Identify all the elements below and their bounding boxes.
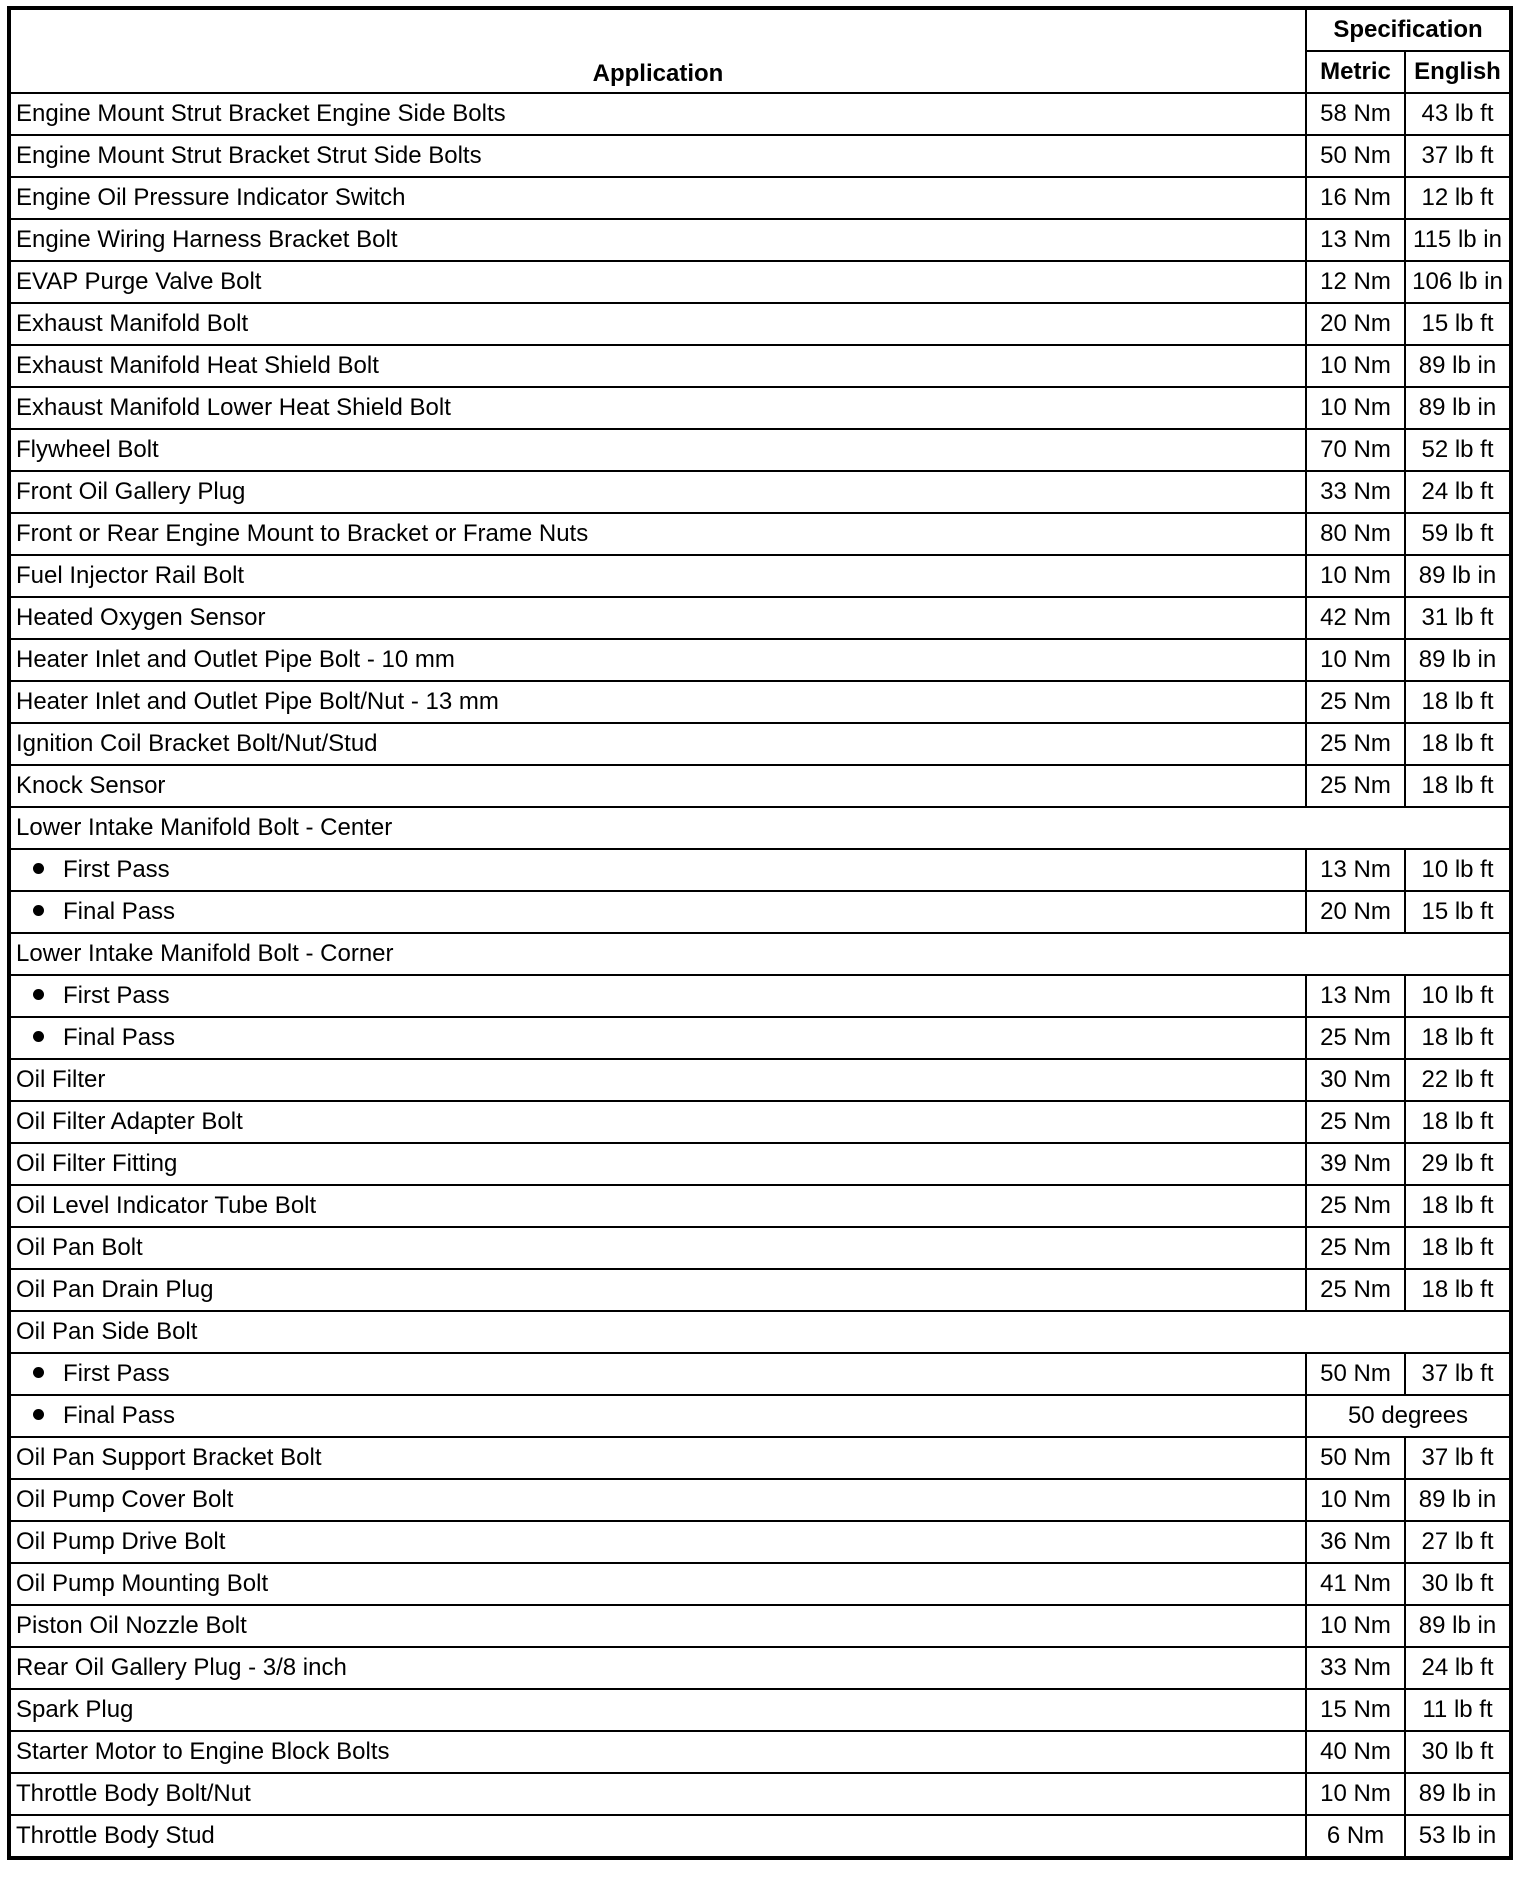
english-cell: 15 lb ft	[1405, 891, 1511, 933]
bullet-icon	[33, 1031, 44, 1042]
application-cell	[9, 1101, 1306, 1143]
combined-spec-cell: 50 degrees	[1306, 1395, 1511, 1437]
application-cell	[9, 1143, 1306, 1185]
table-row	[9, 387, 1511, 429]
table-row	[9, 219, 1511, 261]
metric-cell: 15 Nm	[1306, 1689, 1405, 1731]
bullet-icon	[33, 863, 44, 874]
metric-cell: 33 Nm	[1306, 471, 1405, 513]
application-cell	[9, 177, 1306, 219]
application-label: EVAP Purge Valve Bolt	[16, 268, 262, 295]
application-cell	[9, 1689, 1306, 1731]
english-cell: 43 lb ft	[1405, 93, 1511, 135]
table-row	[9, 1269, 1511, 1311]
table-row	[9, 345, 1511, 387]
metric-cell: 10 Nm	[1306, 639, 1405, 681]
application-label: Ignition Coil Bracket Bolt/Nut/Stud	[16, 730, 378, 757]
application-cell	[9, 219, 1306, 261]
application-cell	[9, 807, 1511, 849]
english-cell: 24 lb ft	[1405, 1647, 1511, 1689]
english-cell: 24 lb ft	[1405, 471, 1511, 513]
english-cell: 12 lb ft	[1405, 177, 1511, 219]
application-label: Oil Pan Drain Plug	[16, 1276, 214, 1303]
application-label: Exhaust Manifold Bolt	[16, 310, 249, 337]
table-group-row	[9, 933, 1511, 975]
english-cell: 30 lb ft	[1405, 1731, 1511, 1773]
application-label: Oil Pan Side Bolt	[16, 1318, 198, 1345]
application-cell	[9, 975, 1306, 1017]
application-cell	[9, 597, 1306, 639]
application-cell	[9, 303, 1306, 345]
english-cell: 29 lb ft	[1405, 1143, 1511, 1185]
table-row	[9, 135, 1511, 177]
metric-cell: 36 Nm	[1306, 1521, 1405, 1563]
table-group-row	[9, 807, 1511, 849]
application-cell	[9, 1353, 1306, 1395]
table-sub-row	[9, 1395, 1511, 1437]
metric-cell: 13 Nm	[1306, 219, 1405, 261]
application-label: Throttle Body Bolt/Nut	[16, 1780, 251, 1807]
application-cell	[9, 1563, 1306, 1605]
metric-cell: 10 Nm	[1306, 1605, 1405, 1647]
table-row	[9, 429, 1511, 471]
torque-specification-table	[7, 6, 1513, 1860]
application-label: Exhaust Manifold Heat Shield Bolt	[16, 352, 379, 379]
english-cell: 89 lb in	[1405, 555, 1511, 597]
application-cell	[9, 723, 1306, 765]
metric-cell: 10 Nm	[1306, 345, 1405, 387]
english-cell: 22 lb ft	[1405, 1059, 1511, 1101]
english-cell: 10 lb ft	[1405, 849, 1511, 891]
table-row	[9, 597, 1511, 639]
metric-cell: 50 Nm	[1306, 135, 1405, 177]
table-row	[9, 555, 1511, 597]
metric-cell: 25 Nm	[1306, 765, 1405, 807]
table-row	[9, 723, 1511, 765]
metric-header: Metric	[1306, 51, 1405, 93]
header-row-top	[9, 8, 1511, 51]
english-cell: 15 lb ft	[1405, 303, 1511, 345]
application-label: Knock Sensor	[16, 772, 166, 799]
metric-cell: 25 Nm	[1306, 1269, 1405, 1311]
application-label: Oil Level Indicator Tube Bolt	[16, 1192, 317, 1219]
english-header: English	[1405, 51, 1511, 93]
metric-cell: 10 Nm	[1306, 387, 1405, 429]
specification-header: Specification	[1306, 8, 1511, 51]
application-label: Spark Plug	[16, 1696, 134, 1723]
metric-cell: 10 Nm	[1306, 1479, 1405, 1521]
application-cell	[9, 1773, 1306, 1815]
application-cell	[9, 639, 1306, 681]
application-label: Flywheel Bolt	[16, 436, 159, 463]
table-row	[9, 261, 1511, 303]
english-cell: 37 lb ft	[1405, 1437, 1511, 1479]
application-label: Engine Oil Pressure Indicator Switch	[16, 184, 406, 211]
table-row	[9, 681, 1511, 723]
table-group-row	[9, 1311, 1511, 1353]
application-label: Heater Inlet and Outlet Pipe Bolt - 10 mm	[16, 646, 455, 673]
english-cell: 37 lb ft	[1405, 1353, 1511, 1395]
application-label: Oil Pan Support Bracket Bolt	[16, 1444, 322, 1471]
table-row	[9, 1773, 1511, 1815]
application-label: Exhaust Manifold Lower Heat Shield Bolt	[16, 394, 451, 421]
application-label: Oil Filter Fitting	[16, 1150, 178, 1177]
application-cell	[9, 429, 1306, 471]
metric-cell: 12 Nm	[1306, 261, 1405, 303]
english-cell: 89 lb in	[1405, 1479, 1511, 1521]
application-label: Final Pass	[63, 898, 176, 925]
application-cell	[9, 1311, 1511, 1353]
english-cell: 52 lb ft	[1405, 429, 1511, 471]
application-label: Starter Motor to Engine Block Bolts	[16, 1738, 390, 1765]
application-cell	[9, 891, 1306, 933]
bullet-icon	[33, 1409, 44, 1420]
english-cell: 11 lb ft	[1405, 1689, 1511, 1731]
table-row	[9, 471, 1511, 513]
application-label: Engine Mount Strut Bracket Engine Side Bolts	[16, 100, 506, 127]
bullet-icon	[33, 1367, 44, 1378]
metric-cell: 42 Nm	[1306, 597, 1405, 639]
application-cell	[9, 1479, 1306, 1521]
table-row	[9, 1647, 1511, 1689]
metric-cell: 58 Nm	[1306, 93, 1405, 135]
metric-cell: 13 Nm	[1306, 849, 1405, 891]
english-cell: 37 lb ft	[1405, 135, 1511, 177]
application-cell	[9, 1437, 1306, 1479]
metric-cell: 40 Nm	[1306, 1731, 1405, 1773]
english-cell: 89 lb in	[1405, 1773, 1511, 1815]
english-cell: 18 lb ft	[1405, 1269, 1511, 1311]
application-label: First Pass	[63, 1360, 170, 1387]
table-row	[9, 639, 1511, 681]
english-cell: 18 lb ft	[1405, 1101, 1511, 1143]
application-label: Front or Rear Engine Mount to Bracket or Frame Nuts	[16, 520, 589, 547]
table-row	[9, 1185, 1511, 1227]
application-label: Fuel Injector Rail Bolt	[16, 562, 245, 589]
application-cell	[9, 471, 1306, 513]
metric-cell: 80 Nm	[1306, 513, 1405, 555]
application-cell	[9, 1227, 1306, 1269]
english-cell: 31 lb ft	[1405, 597, 1511, 639]
table-header	[9, 8, 1511, 93]
application-cell	[9, 1731, 1306, 1773]
table-sub-row	[9, 849, 1511, 891]
metric-cell: 39 Nm	[1306, 1143, 1405, 1185]
application-cell	[9, 1185, 1306, 1227]
table-row	[9, 1605, 1511, 1647]
application-cell	[9, 849, 1306, 891]
application-cell	[9, 261, 1306, 303]
application-cell	[9, 765, 1306, 807]
table-row	[9, 1689, 1511, 1731]
table-row	[9, 177, 1511, 219]
metric-cell: 25 Nm	[1306, 1101, 1405, 1143]
english-cell: 30 lb ft	[1405, 1563, 1511, 1605]
application-label: Final Pass	[63, 1402, 176, 1429]
table-row	[9, 303, 1511, 345]
metric-cell: 25 Nm	[1306, 1227, 1405, 1269]
application-cell	[9, 387, 1306, 429]
english-cell: 27 lb ft	[1405, 1521, 1511, 1563]
table-sub-row	[9, 975, 1511, 1017]
english-cell: 18 lb ft	[1405, 723, 1511, 765]
application-label: Heater Inlet and Outlet Pipe Bolt/Nut - 13 mm	[16, 688, 499, 715]
english-cell: 10 lb ft	[1405, 975, 1511, 1017]
english-cell: 106 lb in	[1405, 261, 1511, 303]
metric-cell: 20 Nm	[1306, 891, 1405, 933]
application-cell	[9, 1395, 1306, 1437]
metric-cell: 10 Nm	[1306, 1773, 1405, 1815]
english-cell: 89 lb in	[1405, 387, 1511, 429]
english-cell: 18 lb ft	[1405, 681, 1511, 723]
english-cell: 18 lb ft	[1405, 1227, 1511, 1269]
table-row	[9, 93, 1511, 135]
application-label: Throttle Body Stud	[16, 1822, 215, 1849]
english-cell: 89 lb in	[1405, 639, 1511, 681]
metric-cell: 33 Nm	[1306, 1647, 1405, 1689]
table-row	[9, 1563, 1511, 1605]
table-sub-row	[9, 891, 1511, 933]
table-row	[9, 1227, 1511, 1269]
application-label: Oil Pump Mounting Bolt	[16, 1570, 269, 1597]
application-label: Heated Oxygen Sensor	[16, 604, 266, 631]
table-row	[9, 1815, 1511, 1858]
table-row	[9, 765, 1511, 807]
application-label: Engine Wiring Harness Bracket Bolt	[16, 226, 398, 253]
metric-cell: 16 Nm	[1306, 177, 1405, 219]
english-cell: 89 lb in	[1405, 345, 1511, 387]
application-label: Final Pass	[63, 1024, 176, 1051]
english-cell: 18 lb ft	[1405, 1185, 1511, 1227]
bullet-icon	[33, 905, 44, 916]
application-label: Rear Oil Gallery Plug - 3/8 inch	[16, 1654, 347, 1681]
application-cell	[9, 1605, 1306, 1647]
table-row	[9, 1059, 1511, 1101]
table-body	[9, 93, 1511, 1858]
application-cell	[9, 345, 1306, 387]
english-cell: 53 lb in	[1405, 1815, 1511, 1858]
table-sub-row	[9, 1353, 1511, 1395]
bullet-icon	[33, 989, 44, 1000]
application-label: Oil Pan Bolt	[16, 1234, 143, 1261]
application-label: First Pass	[63, 982, 170, 1009]
application-cell	[9, 1521, 1306, 1563]
metric-cell: 20 Nm	[1306, 303, 1405, 345]
application-label: Engine Mount Strut Bracket Strut Side Bolts	[16, 142, 482, 169]
application-cell	[9, 1059, 1306, 1101]
table-row	[9, 1143, 1511, 1185]
application-cell	[9, 1269, 1306, 1311]
application-cell	[9, 513, 1306, 555]
application-cell	[9, 933, 1511, 975]
metric-cell: 25 Nm	[1306, 1017, 1405, 1059]
metric-cell: 50 Nm	[1306, 1437, 1405, 1479]
application-label: Lower Intake Manifold Bolt - Center	[16, 814, 393, 841]
application-label: First Pass	[63, 856, 170, 883]
english-cell: 18 lb ft	[1405, 1017, 1511, 1059]
table-row	[9, 1521, 1511, 1563]
english-cell: 59 lb ft	[1405, 513, 1511, 555]
application-cell	[9, 555, 1306, 597]
table-row	[9, 1479, 1511, 1521]
application-label: Oil Filter Adapter Bolt	[16, 1108, 243, 1135]
metric-cell: 13 Nm	[1306, 975, 1405, 1017]
table-sub-row	[9, 1017, 1511, 1059]
application-label: Oil Pump Cover Bolt	[16, 1486, 234, 1513]
metric-cell: 50 Nm	[1306, 1353, 1405, 1395]
metric-cell: 25 Nm	[1306, 681, 1405, 723]
application-cell	[9, 1815, 1306, 1858]
english-cell: 18 lb ft	[1405, 765, 1511, 807]
application-label: Front Oil Gallery Plug	[16, 478, 246, 505]
application-label: Lower Intake Manifold Bolt - Corner	[16, 940, 394, 967]
application-cell	[9, 93, 1306, 135]
metric-cell: 25 Nm	[1306, 723, 1405, 765]
application-label: Piston Oil Nozzle Bolt	[16, 1612, 247, 1639]
application-cell	[9, 681, 1306, 723]
metric-cell: 70 Nm	[1306, 429, 1405, 471]
application-cell	[9, 1017, 1306, 1059]
english-cell: 89 lb in	[1405, 1605, 1511, 1647]
metric-cell: 25 Nm	[1306, 1185, 1405, 1227]
table-row	[9, 1101, 1511, 1143]
application-label: Oil Filter	[16, 1066, 106, 1093]
metric-cell: 6 Nm	[1306, 1815, 1405, 1858]
table-row	[9, 1731, 1511, 1773]
table-row	[9, 513, 1511, 555]
table-row	[9, 1437, 1511, 1479]
english-cell: 115 lb in	[1405, 219, 1511, 261]
metric-cell: 41 Nm	[1306, 1563, 1405, 1605]
application-cell	[9, 1647, 1306, 1689]
application-label: Oil Pump Drive Bolt	[16, 1528, 226, 1555]
application-header: Application	[9, 8, 1306, 93]
metric-cell: 10 Nm	[1306, 555, 1405, 597]
metric-cell: 30 Nm	[1306, 1059, 1405, 1101]
application-cell	[9, 135, 1306, 177]
